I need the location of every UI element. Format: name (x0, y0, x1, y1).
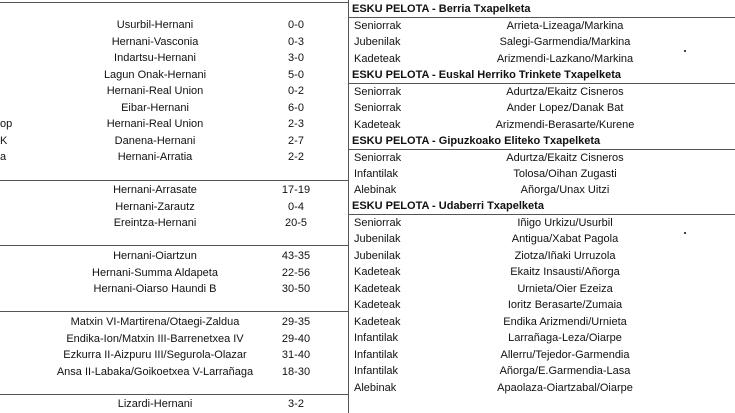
match-name: Hernani-Oiarso Haundi B (93, 283, 217, 295)
left-top-rule (0, 2, 348, 3)
truncated-label: op (0, 118, 13, 130)
left-rule-1 (0, 180, 348, 181)
category: Kadeteak (354, 316, 401, 328)
category: Infantilak (354, 349, 399, 361)
match-name: Hernani-Summa Aldapeta (92, 267, 218, 279)
match-score: 2-3 (288, 118, 304, 130)
match-score: 31-40 (281, 349, 311, 361)
section-title: ESKU PELOTA - Gipuzkoako Eliteko Txapelketa (352, 135, 601, 147)
truncated-label: a (0, 151, 7, 163)
left-rule-2 (0, 245, 348, 246)
category: Infantilak (354, 365, 399, 377)
winner-pair: Arizmendi-Berasarte/Kurene (495, 119, 635, 131)
match-name: Hernani-Real Union (106, 118, 204, 130)
winner-pair: Iñigo Urkizu/Usurbil (517, 217, 613, 229)
category: Jubenilak (354, 250, 401, 262)
winner-pair: Tolosa/Oihan Zugasti (513, 168, 617, 180)
truncated-label: K (0, 135, 8, 147)
match-score: 0-2 (288, 85, 304, 97)
winner-pair: Adurtza/Ekaitz Cisneros (506, 152, 624, 164)
match-score: 6-0 (288, 102, 304, 114)
winner-pair: Ander Lopez/Danak Bat (506, 102, 624, 114)
winner-pair: Allerru/Tejedor-Garmendia (500, 349, 630, 361)
match-name: Ansa II-Labaka/Goikoetxea V-Larrañaga (56, 366, 254, 378)
match-score: 17-19 (281, 184, 311, 196)
category: Seniorrak (354, 152, 402, 164)
match-name: Ezkurra II-Aizpuru III/Segurola-Olazar (63, 349, 247, 361)
category: Infantilak (354, 332, 399, 344)
match-score: 5-0 (288, 69, 304, 81)
match-name: Hernani-Vasconia (111, 36, 199, 48)
match-score: 3-2 (288, 398, 304, 410)
match-score: 2-7 (288, 135, 304, 147)
winner-pair: Apaolaza-Oiartzabal/Oiarpe (497, 382, 633, 394)
winner-pair: Arrieta-Lizeaga/Markina (506, 20, 624, 32)
match-name: Indartsu-Hernani (114, 52, 196, 64)
match-name: Ereintza-Hernani (113, 217, 197, 229)
column-divider (348, 0, 349, 413)
match-score: 3-0 (288, 52, 304, 64)
left-rule-4 (0, 394, 348, 395)
category: Jubenilak (354, 36, 401, 48)
winner-pair: Añorga/E.Garmendia-Lasa (499, 365, 631, 377)
winner-pair: Salegi-Garmendia/Markina (499, 36, 631, 48)
match-name: Danena-Hernani (114, 135, 196, 147)
match-name: Usurbil-Hernani (116, 19, 194, 31)
match-score: 29-35 (281, 316, 311, 328)
category: Seniorrak (354, 102, 402, 114)
match-score: 2-2 (288, 151, 304, 163)
match-score: 0-0 (288, 19, 304, 31)
winner-pair: Adurtza/Ekaitz Cisneros (506, 86, 624, 98)
category: Alebinak (354, 184, 397, 196)
match-name: Hernani-Arratia (117, 151, 193, 163)
category: Kadeteak (354, 299, 401, 311)
category: Kadeteak (354, 119, 401, 131)
winner-pair: Ziotza/Iñaki Urruzola (514, 250, 616, 262)
match-name: Hernani-Arrasate (113, 184, 197, 196)
match-name: Hernani-Real Union (106, 85, 204, 97)
match-name: Lizardi-Hernani (117, 398, 193, 410)
winner-pair: Ioritz Berasarte/Zumaia (507, 299, 623, 311)
category: Kadeteak (354, 53, 401, 65)
match-name: Matxin VI-Martirena/Otaegi-Zaldua (70, 316, 240, 328)
winner-pair: Endika Arizmendi/Urnieta (503, 316, 627, 328)
winner-pair: Arizmendi-Lazkano/Markina (496, 53, 634, 65)
winner-pair: Añorga/Unax Uitzi (520, 184, 610, 196)
match-score: 0-3 (288, 36, 304, 48)
category: Infantilak (354, 168, 399, 180)
match-score: 22-56 (281, 267, 311, 279)
left-rule-3 (0, 311, 348, 312)
winner-pair: Ekaitz Insausti/Añorga (510, 266, 620, 278)
winner-pair: Larrañaga-Leza/Oiarpe (508, 332, 622, 344)
match-name: Hernani-Zarautz (115, 201, 195, 213)
match-score: 20-5 (284, 217, 308, 229)
category: Kadeteak (354, 266, 401, 278)
category: Seniorrak (354, 20, 402, 32)
section-title: ESKU PELOTA - Udaberri Txapelketa (352, 200, 544, 212)
category: Seniorrak (354, 217, 402, 229)
match-score: 43-35 (281, 250, 311, 262)
winner-pair: Urnieta/Oier Ezeiza (517, 283, 613, 295)
match-score: 29-40 (281, 333, 311, 345)
section-title: ESKU PELOTA - Berria Txapelketa (352, 3, 531, 15)
category: Alebinak (354, 382, 397, 394)
match-name: Lagun Onak-Hernani (103, 69, 207, 81)
match-score: 30-50 (281, 283, 311, 295)
match-score: 0-4 (288, 201, 304, 213)
section-title: ESKU PELOTA - Euskal Herriko Trinkete Txapelketa (352, 69, 621, 81)
match-name: Endika-Ion/Matxin III-Barrenetxea IV (66, 333, 244, 345)
category: Seniorrak (354, 86, 402, 98)
match-score: 18-30 (281, 366, 311, 378)
match-name: Hernani-Oiartzun (113, 250, 197, 262)
category: Kadeteak (354, 283, 401, 295)
category: Jubenilak (354, 233, 401, 245)
winner-pair: Antigua/Xabat Pagola (511, 233, 619, 245)
match-name: Eibar-Hernani (121, 102, 189, 114)
